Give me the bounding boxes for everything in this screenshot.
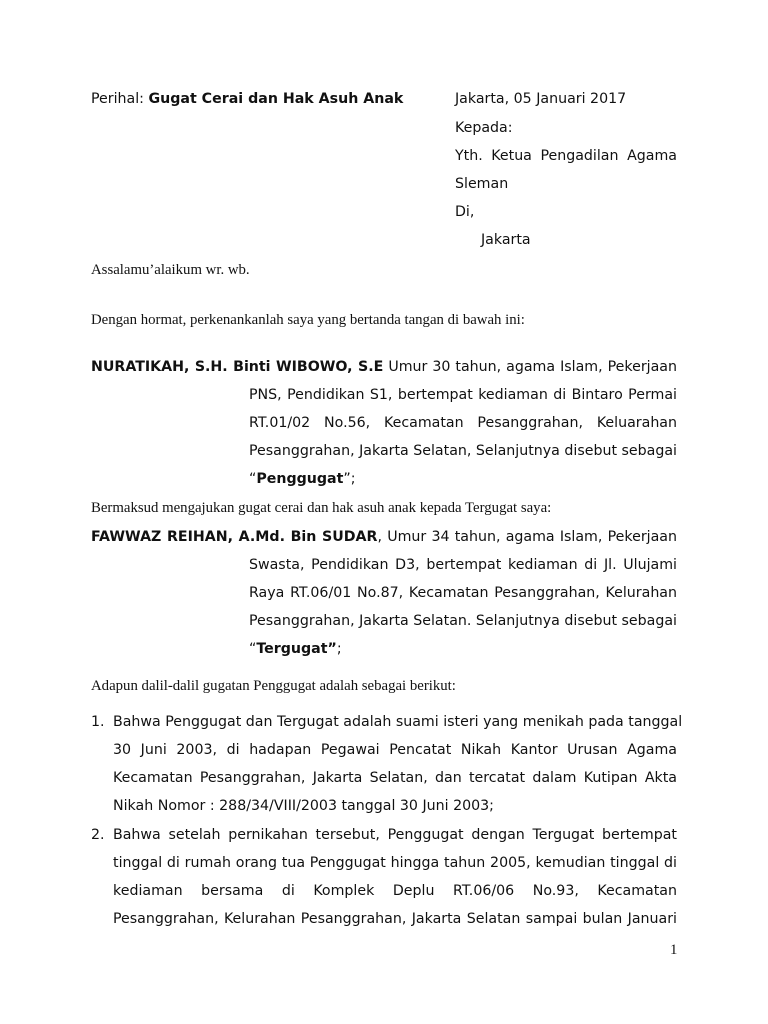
arguments-intro: Adapun dalil-dalil gugatan Penggugat adalah sebagai berikut: xyxy=(91,678,456,694)
recipient-city: Jakarta xyxy=(481,232,531,248)
plaintiff-name: NURATIKAH, S.H. Binti WIBOWO, S.E xyxy=(91,359,384,375)
subject-title: Gugat Cerai dan Hak Asuh Anak xyxy=(148,91,404,107)
list-item-line: Pesanggrahan, Kelurahan Pesanggrahan, Jakarta Selatan sampai bulan Januari xyxy=(113,911,677,927)
plaintiff-first-line xyxy=(91,359,677,375)
list-item-line: kediaman bersama di Komplek Deplu RT.06/06 No.93, Kecamatan xyxy=(113,883,677,899)
subject-label: Perihal: xyxy=(91,91,144,107)
list-number: 2. xyxy=(91,827,105,843)
recipient-kepada: Kepada: xyxy=(455,120,513,136)
plaintiff-detail-2: PNS, Pendidikan S1, bertempat kediaman di Bintaro Permai xyxy=(249,387,677,403)
list-item-line: 30 Juni 2003, di hadapan Pegawai Pencatat Nikah Kantor Urusan Agama xyxy=(113,742,677,758)
plaintiff-label: Penggugat xyxy=(256,471,344,487)
page-number: 1 xyxy=(670,942,678,958)
defendant-name: FAWWAZ REIHAN, A.Md. Bin SUDAR xyxy=(91,529,378,545)
recipient-court-city: Sleman xyxy=(455,176,509,192)
plaintiff-designation xyxy=(249,471,356,487)
intro-paragraph: Dengan hormat, perkenankanlah saya yang bertanda tangan di bawah ini: xyxy=(91,312,525,328)
defendant-first-line xyxy=(91,529,677,545)
defendant-detail-4: Pesanggrahan, Jakarta Selatan. Selanjutnya disebut sebagai xyxy=(249,613,677,629)
recipient-di: Di, xyxy=(455,204,475,220)
intent-paragraph: Bermaksud mengajukan gugat cerai dan hak asuh anak kepada Tergugat saya: xyxy=(91,500,552,516)
defendant-detail-1: , Umur 34 tahun, agama Islam, Pekerjaan xyxy=(377,529,677,545)
defendant-detail-3: Raya RT.06/01 No.87, Kecamatan Pesanggrahan, Kelurahan xyxy=(249,585,677,601)
plaintiff-quote-open: “ xyxy=(249,471,257,487)
plaintiff-detail-4: Pesanggrahan, Jakarta Selatan, Selanjutnya disebut sebagai xyxy=(249,443,677,459)
defendant-quote-close: ; xyxy=(336,641,342,657)
list-item-line: tinggal di rumah orang tua Penggugat hingga tahun 2005, kemudian tinggal di xyxy=(113,855,677,871)
defendant-label: Tergugat” xyxy=(256,641,337,657)
recipient-title: Yth. Ketua Pengadilan Agama xyxy=(455,148,677,164)
list-item-line: Kecamatan Pesanggrahan, Jakarta Selatan, dan tercatat dalam Kutipan Akta xyxy=(113,770,677,786)
list-item-line: Bahwa Penggugat dan Tergugat adalah suami isteri yang menikah pada tanggal xyxy=(113,714,683,730)
defendant-detail-2: Swasta, Pendidikan D3, bertempat kediaman di Jl. Ulujami xyxy=(249,557,677,573)
list-item-line: Bahwa setelah pernikahan tersebut, Penggugat dengan Tergugat bertempat xyxy=(113,827,677,843)
greeting: Assalamu’alaikum wr. wb. xyxy=(91,262,250,278)
plaintiff-quote-close: ”; xyxy=(343,471,356,487)
defendant-designation xyxy=(249,641,342,657)
subject-line xyxy=(91,91,403,107)
list-item-line: Nikah Nomor : 288/34/VIII/2003 tanggal 30 Juni 2003; xyxy=(113,798,494,814)
list-number: 1. xyxy=(91,714,105,730)
place-date: Jakarta, 05 Januari 2017 xyxy=(455,91,627,107)
plaintiff-detail-1: Umur 30 tahun, agama Islam, Pekerjaan xyxy=(388,359,677,375)
defendant-quote-open: “ xyxy=(249,641,257,657)
plaintiff-detail-3: RT.01/02 No.56, Kecamatan Pesanggrahan, Keluarahan xyxy=(249,415,677,431)
